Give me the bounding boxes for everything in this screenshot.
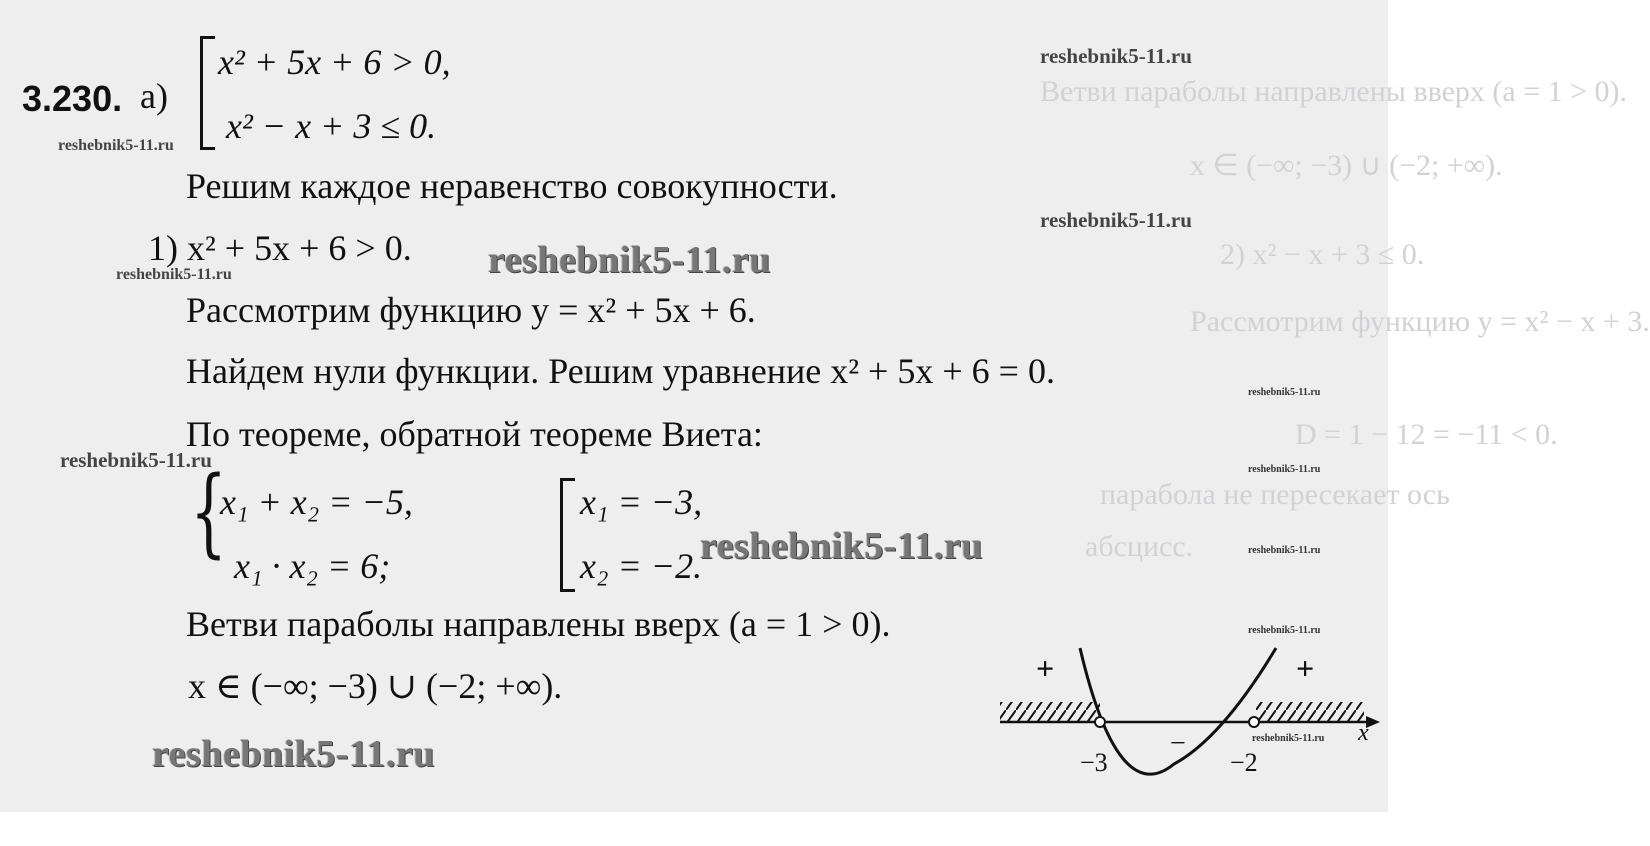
watermark: reshebnik5-11.ru	[152, 733, 435, 775]
root-label-left: −3	[1080, 748, 1108, 777]
watermark: reshebnik5-11.ru	[1248, 545, 1321, 556]
system-bracket	[200, 36, 215, 150]
problem-number: 3.230.	[22, 78, 123, 119]
watermark: reshebnik5-11.ru	[1248, 464, 1321, 475]
watermark: reshebnik5-11.ru	[700, 525, 983, 567]
vieta-eq-2: x₁ · x₂ = 6;	[234, 546, 391, 586]
hatch-right	[1256, 702, 1364, 722]
ghost-line: Рассмотрим функцию y = x² − x + 3.	[1190, 305, 1650, 338]
ghost-line: x ∈ (−∞; −3) ∪ (−2; +∞).	[1190, 149, 1503, 182]
watermark: reshebnik5-11.ru	[488, 239, 771, 281]
step1-text: 1) x² + 5x + 6 > 0.	[148, 228, 412, 268]
find-zeros-text: Найдем нули функции. Решим уравнение x² + 5x + 6 = 0.	[186, 351, 1055, 391]
root-eq-1: x₁ = −3,	[580, 482, 703, 522]
watermark: reshebnik5-11.ru	[1248, 387, 1321, 398]
watermark: reshebnik5-11.ru	[1040, 208, 1192, 232]
answer-text: x ∈ (−∞; −3) ∪ (−2; +∞).	[188, 666, 563, 706]
system-brace: {	[190, 456, 227, 568]
watermark: reshebnik5-11.ru	[60, 448, 212, 472]
root-eq-2: x₂ = −2.	[580, 546, 703, 586]
watermark: reshebnik5-11.ru	[116, 266, 232, 283]
root-label-right: −2	[1230, 748, 1258, 777]
vieta-eq-1: x₁ + x₂ = −5,	[220, 482, 413, 522]
vieta-text: По теореме, обратной теореме Виета:	[186, 414, 763, 454]
watermark: reshebnik5-11.ru	[1248, 625, 1321, 636]
consider-function-text: Рассмотрим функцию y = x² + 5x + 6.	[186, 290, 756, 330]
watermark: reshebnik5-11.ru	[1040, 44, 1192, 68]
sign-minus: −	[1170, 728, 1186, 759]
sign-plus-left: +	[1036, 650, 1055, 686]
ghost-line: парабола не пересекает ось	[1100, 478, 1450, 511]
ghost-line: абсцисс.	[1085, 530, 1194, 563]
system-line-2: x² − x + 3 ≤ 0.	[226, 106, 437, 146]
root-point-right	[1249, 717, 1259, 727]
ghost-line: Ветви параболы направлены вверх (a = 1 > 0).	[1040, 75, 1628, 108]
sign-plus-right: +	[1296, 650, 1315, 686]
solve-each-text: Решим каждое неравенство совокупности.	[186, 166, 838, 206]
branches-text: Ветви параболы направлены вверх (a = 1 > 0).	[186, 604, 891, 644]
watermark: reshebnik5-11.ru	[58, 137, 174, 154]
sign-graph	[996, 640, 1386, 780]
ghost-line: D = 1 − 12 = −11 < 0.	[1295, 418, 1558, 451]
problem-part: а)	[140, 76, 168, 116]
watermark: reshebnik5-11.ru	[1252, 733, 1325, 744]
hatch-left	[1000, 702, 1100, 722]
root-point-left	[1095, 717, 1105, 727]
axis-label: x	[1358, 720, 1369, 746]
ghost-line: 2) x² − x + 3 ≤ 0.	[1220, 238, 1425, 271]
roots-bracket	[560, 478, 575, 592]
system-line-1: x² + 5x + 6 > 0,	[218, 42, 451, 82]
